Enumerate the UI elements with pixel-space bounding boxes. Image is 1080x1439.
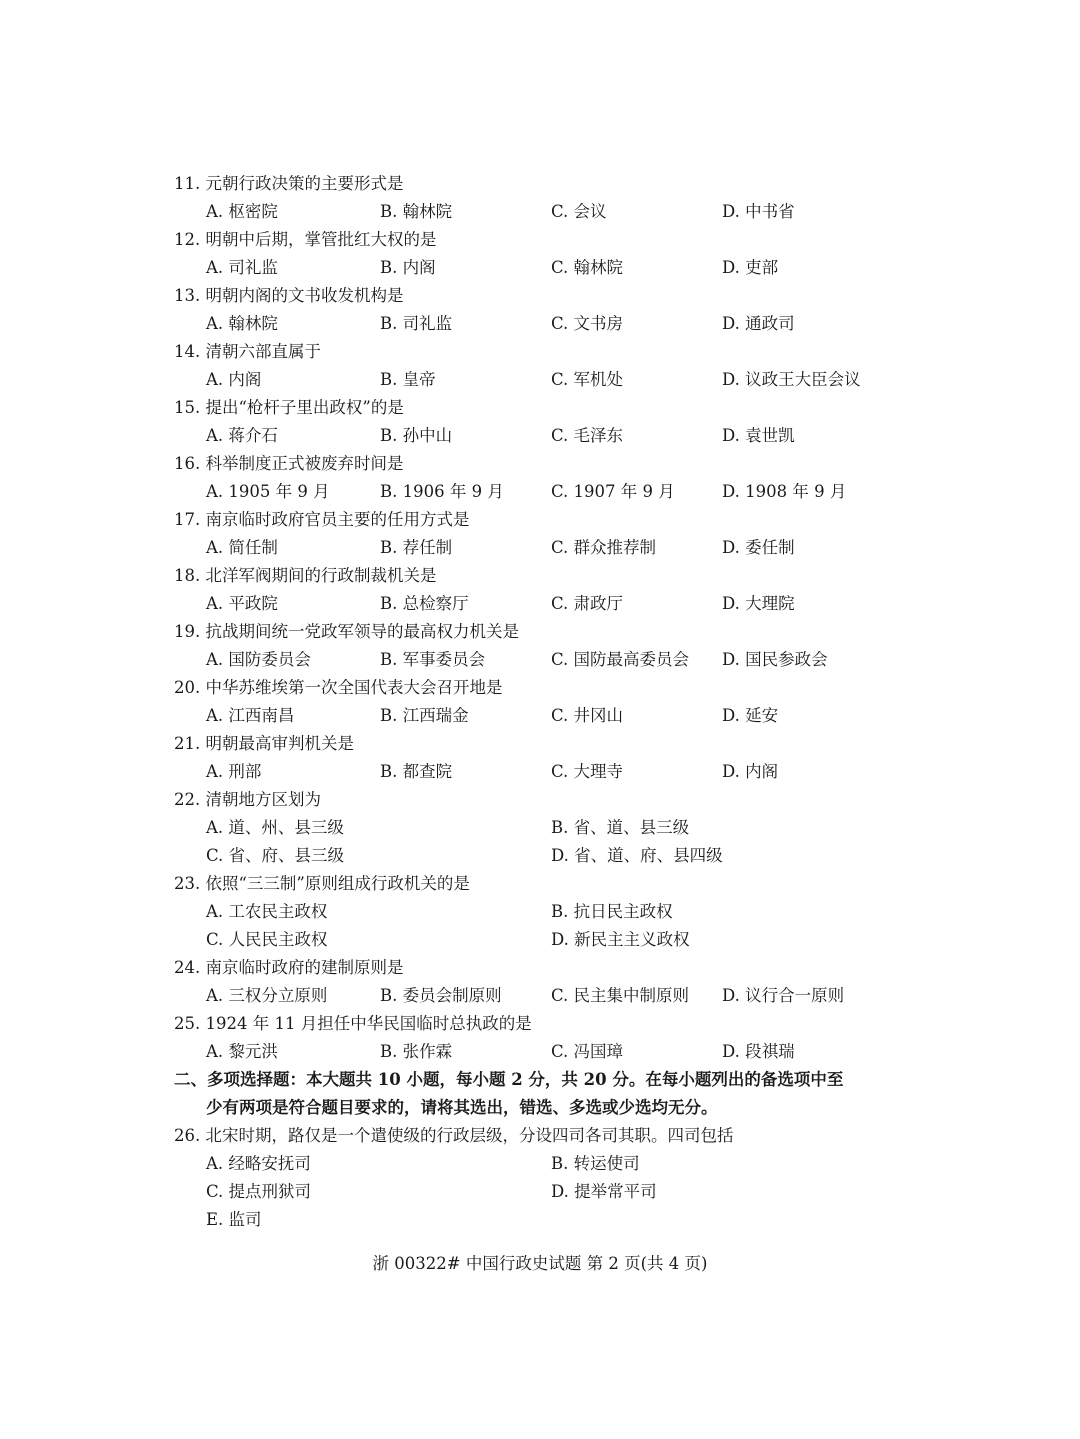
question-stem <box>174 618 519 646</box>
question-text: 明朝最高审判机关是 <box>205 734 354 753</box>
question-number: 26. <box>174 1126 201 1145</box>
answer-option[interactable]: D. 省、道、府、县四级 <box>551 846 723 865</box>
question-number: 13. <box>174 286 201 305</box>
answer-option[interactable]: A. 1905 年 9 月 <box>206 482 330 501</box>
option-row <box>0 254 1080 282</box>
question-stem-row <box>0 618 1080 646</box>
answer-option[interactable]: C. 提点刑狱司 <box>206 1182 312 1201</box>
question-number: 14. <box>174 342 201 361</box>
answer-option[interactable]: B. 皇帝 <box>380 370 436 389</box>
answer-option[interactable]: C. 肃政厅 <box>551 594 624 613</box>
question-text: 清朝六部直属于 <box>205 342 321 361</box>
question-stem-row <box>0 282 1080 310</box>
answer-option[interactable]: C. 会议 <box>551 202 607 221</box>
answer-option[interactable]: B. 内阁 <box>380 258 436 277</box>
answer-option[interactable]: B. 总检察厅 <box>380 594 469 613</box>
question-stem-row <box>0 170 1080 198</box>
question-number: 21. <box>174 734 201 753</box>
answer-option[interactable]: E. 监司 <box>206 1210 262 1229</box>
option-row <box>0 590 1080 618</box>
question-stem <box>174 786 321 814</box>
answer-option[interactable]: A. 江西南昌 <box>206 706 295 725</box>
section-heading-line-2: 少有两项是符合题目要求的，请将其选出，错选、多选或少选均无分。 <box>206 1098 718 1117</box>
question-stem <box>174 954 404 982</box>
question-stem-row <box>0 450 1080 478</box>
question-stem-row <box>0 1122 1080 1150</box>
answer-option[interactable]: D. 1908 年 9 月 <box>722 482 847 501</box>
answer-option[interactable]: D. 国民参政会 <box>722 650 828 669</box>
option-row <box>0 310 1080 338</box>
answer-option[interactable]: D. 提举常平司 <box>551 1182 657 1201</box>
question-stem <box>174 226 437 254</box>
question-stem-row <box>0 870 1080 898</box>
answer-option[interactable]: B. 孙中山 <box>380 426 453 445</box>
answer-option[interactable]: A. 蒋介石 <box>206 426 278 445</box>
question-number: 12. <box>174 230 201 249</box>
question-number: 23. <box>174 874 201 893</box>
question-text: 南京临时政府的建制原则是 <box>205 958 404 977</box>
answer-option[interactable]: A. 黎元洪 <box>206 1042 278 1061</box>
question-text: 依照“三三制”原则组成行政机关的是 <box>205 874 470 893</box>
question-stem-row <box>0 786 1080 814</box>
question-stem <box>174 170 404 198</box>
answer-option[interactable]: C. 国防最高委员会 <box>551 650 690 669</box>
question-text: 明朝内阁的文书收发机构是 <box>205 286 404 305</box>
question-text: 元朝行政决策的主要形式是 <box>205 174 404 193</box>
option-row <box>0 646 1080 674</box>
question-stem-row <box>0 730 1080 758</box>
answer-option[interactable]: C. 民主集中制原则 <box>551 986 690 1005</box>
answer-option[interactable]: D. 委任制 <box>722 538 795 557</box>
answer-option[interactable]: D. 议政王大臣会议 <box>722 370 861 389</box>
question-number: 19. <box>174 622 201 641</box>
option-row <box>0 814 1080 842</box>
option-row <box>0 1206 1080 1234</box>
question-stem <box>174 1122 734 1150</box>
answer-option[interactable]: B. 司礼监 <box>380 314 453 333</box>
question-text: 科举制度正式被废弃时间是 <box>205 454 404 473</box>
answer-option[interactable]: C. 冯国璋 <box>551 1042 624 1061</box>
option-row <box>0 534 1080 562</box>
question-stem <box>174 870 470 898</box>
option-row <box>0 898 1080 926</box>
option-row <box>0 1150 1080 1178</box>
question-text: 1924 年 11 月担任中华民国临时总执政的是 <box>205 1014 532 1033</box>
answer-option[interactable]: C. 毛泽东 <box>551 426 624 445</box>
answer-option[interactable]: A. 工农民主政权 <box>206 902 328 921</box>
question-text: 抗战期间统一党政军领导的最高权力机关是 <box>205 622 519 641</box>
question-text: 提出“枪杆子里出政权”的是 <box>205 398 404 417</box>
question-text: 清朝地方区划为 <box>205 790 321 809</box>
answer-option[interactable]: B. 转运使司 <box>551 1154 640 1173</box>
question-stem-row <box>0 394 1080 422</box>
question-number: 20. <box>174 678 201 697</box>
answer-option[interactable]: D. 延安 <box>722 706 779 725</box>
question-list <box>0 170 1080 1234</box>
question-stem <box>174 562 437 590</box>
question-text: 北洋军阀期间的行政制裁机关是 <box>205 566 437 585</box>
answer-option[interactable]: B. 都查院 <box>380 762 453 781</box>
answer-option[interactable]: C. 大理寺 <box>551 762 624 781</box>
section-heading-line-1: 二、多项选择题：本大题共 10 小题，每小题 2 分，共 20 分。在每小题列出的备选项中至 <box>174 1070 844 1089</box>
question-number: 16. <box>174 454 201 473</box>
question-stem-row <box>0 1010 1080 1038</box>
answer-option[interactable]: D. 中书省 <box>722 202 795 221</box>
question-stem-row <box>0 338 1080 366</box>
answer-option[interactable]: D. 大理院 <box>722 594 795 613</box>
option-row <box>0 758 1080 786</box>
answer-option[interactable]: D. 新民主主义政权 <box>551 930 690 949</box>
answer-option[interactable]: B. 荐任制 <box>380 538 453 557</box>
answer-option[interactable]: B. 委员会制原则 <box>380 986 502 1005</box>
question-stem-row <box>0 954 1080 982</box>
page-footer: 浙 00322# 中国行政史试题 第 2 页(共 4 页) <box>372 1254 708 1273</box>
answer-option[interactable]: D. 通政司 <box>722 314 795 333</box>
answer-option[interactable]: D. 内阁 <box>722 762 779 781</box>
option-row <box>0 926 1080 954</box>
question-number: 24. <box>174 958 201 977</box>
answer-option[interactable]: C. 军机处 <box>551 370 624 389</box>
option-row <box>0 366 1080 394</box>
question-text: 北宋时期，路仅是一个遣使级的行政层级，分设四司各司其职。四司包括 <box>205 1126 734 1145</box>
answer-option[interactable]: B. 张作霖 <box>380 1042 453 1061</box>
answer-option[interactable]: C. 群众推荐制 <box>551 538 657 557</box>
question-number: 22. <box>174 790 201 809</box>
option-row <box>0 1038 1080 1066</box>
answer-option[interactable]: B. 军事委员会 <box>380 650 486 669</box>
answer-option[interactable]: C. 人民民主政权 <box>206 930 328 949</box>
option-row <box>0 842 1080 870</box>
question-stem <box>174 730 354 758</box>
question-stem <box>174 1010 532 1038</box>
question-stem-row <box>0 226 1080 254</box>
answer-option[interactable]: C. 文书房 <box>551 314 624 333</box>
option-row <box>0 478 1080 506</box>
question-text: 南京临时政府官员主要的任用方式是 <box>205 510 470 529</box>
option-row <box>0 1178 1080 1206</box>
question-text: 明朝中后期，掌管批红大权的是 <box>205 230 437 249</box>
answer-option[interactable]: A. 平政院 <box>206 594 278 613</box>
answer-option[interactable]: D. 议行合一原则 <box>722 986 845 1005</box>
answer-option[interactable]: D. 吏部 <box>722 258 779 277</box>
answer-option[interactable]: C. 省、府、县三级 <box>206 846 345 865</box>
answer-option[interactable]: C. 1907 年 9 月 <box>551 482 675 501</box>
question-number: 17. <box>174 510 201 529</box>
answer-option[interactable]: D. 段祺瑞 <box>722 1042 795 1061</box>
question-number: 15. <box>174 398 201 417</box>
question-number: 18. <box>174 566 201 585</box>
question-text: 中华苏维埃第一次全国代表大会召开地是 <box>205 678 503 697</box>
question-number: 25. <box>174 1014 201 1033</box>
section-heading <box>0 1094 1080 1122</box>
question-stem-row <box>0 674 1080 702</box>
answer-option[interactable]: A. 刑部 <box>206 762 262 781</box>
answer-option[interactable]: A. 国防委员会 <box>206 650 311 669</box>
question-stem <box>174 394 404 422</box>
answer-option[interactable]: A. 内阁 <box>206 370 262 389</box>
answer-option[interactable]: C. 井冈山 <box>551 706 624 725</box>
option-row <box>0 198 1080 226</box>
answer-option[interactable]: A. 司礼监 <box>206 258 278 277</box>
answer-option[interactable]: C. 翰林院 <box>551 258 624 277</box>
question-stem <box>174 338 321 366</box>
question-stem <box>174 450 404 478</box>
answer-option[interactable]: B. 省、道、县三级 <box>551 818 690 837</box>
section-heading <box>0 1066 1080 1094</box>
question-stem <box>174 506 470 534</box>
question-stem-row <box>0 506 1080 534</box>
question-stem <box>174 282 404 310</box>
option-row <box>0 702 1080 730</box>
answer-option[interactable]: B. 抗日民主政权 <box>551 902 673 921</box>
option-row <box>0 982 1080 1010</box>
answer-option[interactable]: B. 1906 年 9 月 <box>380 482 504 501</box>
answer-option[interactable]: B. 江西瑞金 <box>380 706 469 725</box>
answer-option[interactable]: A. 翰林院 <box>206 314 278 333</box>
answer-option[interactable]: A. 简任制 <box>206 538 278 557</box>
option-row <box>0 422 1080 450</box>
question-stem <box>174 674 503 702</box>
answer-option[interactable]: A. 枢密院 <box>206 202 278 221</box>
question-stem-row <box>0 562 1080 590</box>
answer-option[interactable]: A. 三权分立原则 <box>206 986 328 1005</box>
answer-option[interactable]: A. 道、州、县三级 <box>206 818 344 837</box>
answer-option[interactable]: D. 袁世凯 <box>722 426 795 445</box>
answer-option[interactable]: B. 翰林院 <box>380 202 453 221</box>
question-number: 11. <box>174 174 201 193</box>
answer-option[interactable]: A. 经略安抚司 <box>206 1154 311 1173</box>
